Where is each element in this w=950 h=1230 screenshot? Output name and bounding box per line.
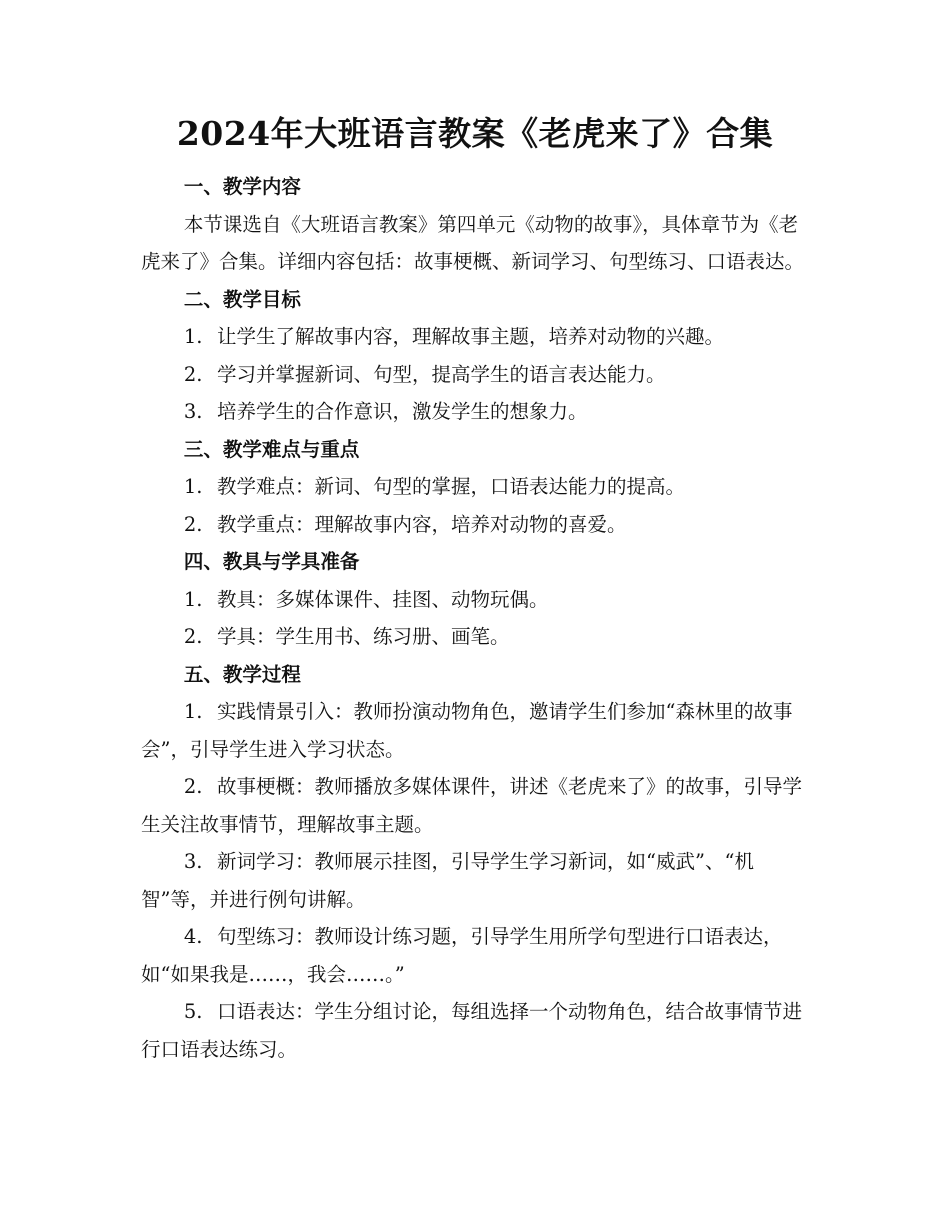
list-item-number: 2. (183, 775, 203, 798)
list-item (141, 618, 809, 656)
section-paragraph: 本节课选自《大班语言教案》第四单元《动物的故事》，具体章节为《老虎来了》合集。详细内容包括：故事梗概、新词学习、句型练习、口语表达。 (141, 212, 805, 273)
list-item-text: 口语表达：学生分组讨论，每组选择一个动物角色，结合故事情节进行口语表达练习。 (141, 1000, 803, 1061)
list-item (141, 581, 809, 619)
section-heading: 二、教学目标 (183, 287, 301, 311)
document-title: 2024年大班语言教案《老虎来了》合集 (176, 114, 774, 153)
list-item-text: 新词学习：教师展示挂图，引导学生学习新词，如“威武”、“机智”等，并进行例句讲解。 (141, 850, 754, 911)
list-item-number: 3. (183, 400, 203, 423)
list-item-number: 1. (183, 325, 203, 348)
list-item-number: 2. (183, 512, 203, 536)
list-item-text: 学具：学生用书、练习册、画笔。 (217, 625, 510, 648)
list-item-number: 3. (183, 850, 203, 873)
list-item (141, 356, 809, 394)
list-item-number: 2. (183, 362, 203, 386)
document-body (141, 168, 809, 1068)
list-item-text: 教学重点：理解故事内容，培养对动物的喜爱。 (217, 512, 627, 536)
section-heading: 三、教学难点与重点 (183, 437, 360, 461)
list-item (141, 468, 809, 506)
list-item (141, 693, 809, 768)
list-item-text: 教学难点：新词、句型的掌握，口语表达能力的提高。 (217, 475, 686, 498)
list-item-text: 学习并掌握新词、句型，提高学生的语言表达能力。 (217, 362, 666, 386)
list-item-text: 实践情景引入：教师扮演动物角色，邀请学生们参加“森林里的故事会”，引导学生进入学习状态。 (141, 700, 793, 761)
section-heading: 四、教具与学具准备 (183, 550, 360, 573)
list-item (141, 843, 809, 918)
list-item (141, 768, 809, 843)
section-heading: 五、教学过程 (183, 662, 301, 686)
list-item-number: 1. (183, 700, 203, 723)
list-item-text: 故事梗概：教师播放多媒体课件，讲述《老虎来了》的故事，引导学生关注故事情节，理解故事主题。 (141, 775, 803, 836)
list-item-text: 培养学生的合作意识，激发学生的想象力。 (217, 400, 588, 423)
list-item-text: 教具：多媒体课件、挂图、动物玩偶。 (217, 587, 549, 611)
section-heading: 一、教学内容 (183, 175, 301, 198)
list-item-text: 让学生了解故事内容，理解故事主题，培养对动物的兴趣。 (217, 325, 725, 348)
list-item (141, 506, 809, 544)
list-item (141, 918, 809, 993)
list-item (141, 318, 809, 356)
list-item (141, 993, 809, 1068)
list-item-number: 1. (183, 475, 203, 498)
list-item-number: 4. (183, 925, 203, 948)
list-item-number: 1. (183, 587, 203, 611)
list-item-number: 5. (183, 1000, 203, 1023)
list-item-text: 句型练习：教师设计练习题，引导学生用所学句型进行口语表达，如“如果我是……，我会……。” (141, 925, 783, 986)
list-item (141, 393, 809, 431)
list-item-number: 2. (183, 625, 203, 648)
